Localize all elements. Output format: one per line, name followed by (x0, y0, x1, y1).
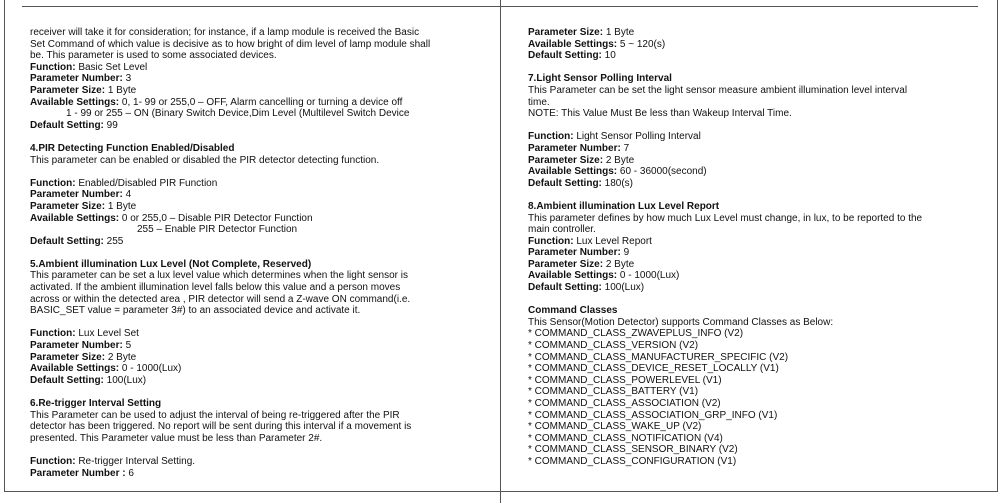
size-value: 1 Byte (105, 200, 137, 212)
param-number (528, 247, 978, 259)
right-column (528, 27, 978, 468)
default-label: Default Setting: (528, 50, 602, 62)
number-label: Parameter Number: (30, 73, 123, 85)
size-value: 2 Byte (603, 154, 635, 166)
center-divider (500, 0, 501, 503)
default-value: 99 (103, 119, 118, 131)
bottom-border (4, 491, 998, 492)
command-class-list (528, 328, 978, 467)
command-class-item: * COMMAND_CLASS_BATTERY (V1) (528, 386, 699, 398)
available-label: Available Settings: (528, 166, 618, 178)
section-description: BASIC_SET value = parameter 3#) to an associated device and activate it. (30, 305, 361, 317)
param-8-block (528, 201, 978, 294)
param-function (528, 236, 978, 248)
right-border (997, 0, 998, 492)
function-value: Basic Set Level (75, 61, 148, 73)
param-function (30, 328, 490, 340)
param-default (30, 236, 490, 248)
size-value: 1 Byte (105, 84, 137, 96)
size-label: Parameter Size: (528, 154, 604, 166)
param-number (528, 143, 978, 155)
available-value: 0, 1- 99 or 255,0 – OFF, Alarm cancelling or turning a device off (119, 96, 403, 108)
param-available (528, 270, 978, 282)
available-label: Available Settings: (30, 363, 120, 375)
param-default (528, 50, 978, 62)
default-label: Default Setting: (30, 374, 104, 386)
command-classes-block (528, 305, 978, 467)
command-class-item: * COMMAND_CLASS_NOTIFICATION (V4) (528, 432, 723, 444)
section-description: This parameter defines by how much Lux Level must change, in lux, to be reported to the (528, 212, 923, 224)
default-value: 180(s) (601, 177, 634, 189)
command-class-item: * COMMAND_CLASS_DEVICE_RESET_LOCALLY (V1) (528, 363, 779, 375)
default-label: Default Setting: (528, 282, 602, 294)
available-label: Available Settings: (30, 96, 120, 108)
section-description: This parameter can be set a lux level value which determines when the light sensor is (30, 270, 408, 282)
intro-paragraph (30, 27, 490, 62)
function-label: Function: (30, 328, 76, 340)
function-label: Function: (528, 131, 574, 143)
function-value: Enabled/Disabled PIR Function (75, 177, 218, 189)
number-value: 4 (122, 189, 132, 201)
section-heading: 6.Re-trigger Interval Setting (30, 398, 162, 409)
number-label: Parameter Number : (30, 467, 126, 479)
function-label: Function: (30, 61, 76, 73)
size-value: 2 Byte (105, 351, 137, 363)
param-function (30, 178, 490, 190)
param-available (30, 213, 490, 225)
intro-line: be. This parameter is used to some associated devices. (30, 50, 277, 62)
number-value: 6 (125, 467, 134, 479)
available-value: 0 or 255,0 – Disable PIR Detector Function (119, 212, 313, 224)
number-label: Parameter Number: (528, 247, 621, 259)
param-function (30, 456, 490, 468)
function-label: Function: (528, 235, 574, 247)
param-size (528, 27, 978, 39)
param-size (528, 259, 978, 271)
section-note: NOTE: This Value Must Be less than Wakeup Interval Time. (528, 108, 792, 120)
command-class-item: * COMMAND_CLASS_VERSION (V2) (528, 340, 699, 352)
section-description: across or within the detected area , PIR detector will send a Z-wave ON command(i.e. (30, 293, 411, 305)
command-class-item: * COMMAND_CLASS_CONFIGURATION (V1) (528, 455, 737, 467)
param-size (30, 201, 490, 213)
function-value: Lux Level Report (573, 235, 652, 247)
size-label: Parameter Size: (528, 27, 604, 38)
size-value: 1 Byte (603, 27, 635, 38)
section-heading: 7.Light Sensor Polling Interval (528, 73, 672, 85)
available-value: 5 ~ 120(s) (617, 38, 666, 50)
available-label: Available Settings: (528, 38, 618, 50)
number-label: Parameter Number: (30, 189, 123, 201)
section-description: presented. This Parameter value must be less than Parameter 2#. (30, 432, 323, 444)
section-description: This Parameter can be used to adjust the interval of being re-triggered after the PIR (30, 409, 400, 421)
size-label: Parameter Size: (528, 258, 604, 270)
number-value: 5 (122, 340, 132, 352)
available-value: 0 - 1000(Lux) (617, 270, 680, 282)
param-default (528, 282, 978, 294)
section-description: time. (528, 96, 550, 108)
default-label: Default Setting: (30, 235, 104, 247)
param-3-block (30, 62, 490, 132)
size-label: Parameter Size: (30, 84, 106, 96)
function-label: Function: (30, 455, 76, 467)
number-value: 3 (122, 73, 132, 85)
command-class-item: * COMMAND_CLASS_SENSOR_BINARY (V2) (528, 444, 738, 456)
section-description: detector has been triggered. No report will be sent during this interval if a movement is (30, 421, 412, 433)
command-class-item: * COMMAND_CLASS_ASSOCIATION_GRP_INFO (V1) (528, 409, 778, 421)
default-label: Default Setting: (528, 177, 602, 189)
param-4-block (30, 143, 490, 247)
section-description: This parameter can be enabled or disabled the PIR detector detecting function. (30, 154, 380, 166)
section-description: main controller. (528, 224, 596, 236)
size-label: Parameter Size: (30, 351, 106, 363)
param-6-continued-block (528, 27, 978, 62)
section-heading: 8.Ambient illumination Lux Level Report (528, 200, 720, 212)
function-value: Light Sensor Polling Interval (573, 131, 701, 143)
param-number (30, 73, 490, 85)
command-class-item: * COMMAND_CLASS_POWERLEVEL (V1) (528, 374, 722, 386)
size-value: 2 Byte (603, 258, 635, 270)
number-label: Parameter Number: (528, 142, 621, 154)
available-label: Available Settings: (528, 270, 618, 282)
param-available (528, 39, 978, 51)
number-value: 9 (620, 247, 630, 259)
command-class-item: * COMMAND_CLASS_ZWAVEPLUS_INFO (V2) (528, 328, 744, 340)
param-number (30, 468, 490, 480)
command-class-item: * COMMAND_CLASS_ASSOCIATION (V2) (528, 398, 721, 409)
available-value: 60 - 36000(second) (617, 166, 707, 178)
param-default (30, 120, 490, 132)
default-label: Default Setting: (30, 119, 104, 131)
param-function (30, 62, 490, 74)
param-default (30, 375, 490, 387)
available-value-line2: 255 – Enable PIR Detector Function (137, 224, 298, 236)
command-class-item: * COMMAND_CLASS_MANUFACTURER_SPECIFIC (V2) (528, 351, 789, 363)
param-6-block (30, 398, 490, 479)
available-label: Available Settings: (30, 212, 120, 224)
param-5-block (30, 259, 490, 387)
section-description: This Parameter can be set the light sensor measure ambient illumination level interval (528, 84, 908, 96)
param-size (30, 85, 490, 97)
param-7-block (528, 73, 978, 189)
param-available (30, 97, 490, 109)
section-heading: 4.PIR Detecting Function Enabled/Disabled (30, 142, 235, 154)
function-value: Lux Level Set (75, 328, 139, 340)
param-function (528, 131, 978, 143)
param-available (30, 363, 490, 375)
function-label: Function: (30, 177, 76, 189)
param-default (528, 178, 978, 190)
number-value: 7 (620, 142, 630, 154)
section-description: activated. If the ambient illumination level falls below this value and a person moves (30, 282, 401, 294)
section-heading: Command Classes (528, 305, 618, 317)
default-value: 100(Lux) (103, 374, 147, 386)
param-number (30, 189, 490, 201)
left-border (4, 0, 5, 492)
default-value: 100(Lux) (601, 282, 645, 294)
section-description: This Sensor(Motion Detector) supports Command Classes as Below: (528, 316, 834, 328)
command-class-item: * COMMAND_CLASS_WAKE_UP (V2) (528, 421, 702, 433)
default-value: 255 (103, 235, 124, 247)
size-label: Parameter Size: (30, 200, 106, 212)
param-available (528, 166, 978, 178)
intro-line: Set Command of which value is decisive as to how bright of dim level of lamp module shall (30, 38, 431, 50)
number-label: Parameter Number: (30, 340, 123, 352)
param-number (30, 340, 490, 352)
left-column (30, 27, 490, 479)
available-value: 0 - 1000(Lux) (119, 363, 182, 375)
section-heading: 5.Ambient illumination Lux Level (Not Complete, Reserved) (30, 258, 312, 270)
available-value-line2: 1 - 99 or 255 – ON (Binary Switch Device,Dim Level (Multilevel Switch Device (66, 108, 410, 120)
default-value: 10 (601, 50, 616, 62)
function-value: Re-trigger Interval Setting. (75, 455, 196, 467)
param-size (30, 352, 490, 364)
param-size (528, 155, 978, 167)
intro-line: receiver will take it for consideration; for instance, if a lamp module is received the Basic (30, 27, 420, 38)
